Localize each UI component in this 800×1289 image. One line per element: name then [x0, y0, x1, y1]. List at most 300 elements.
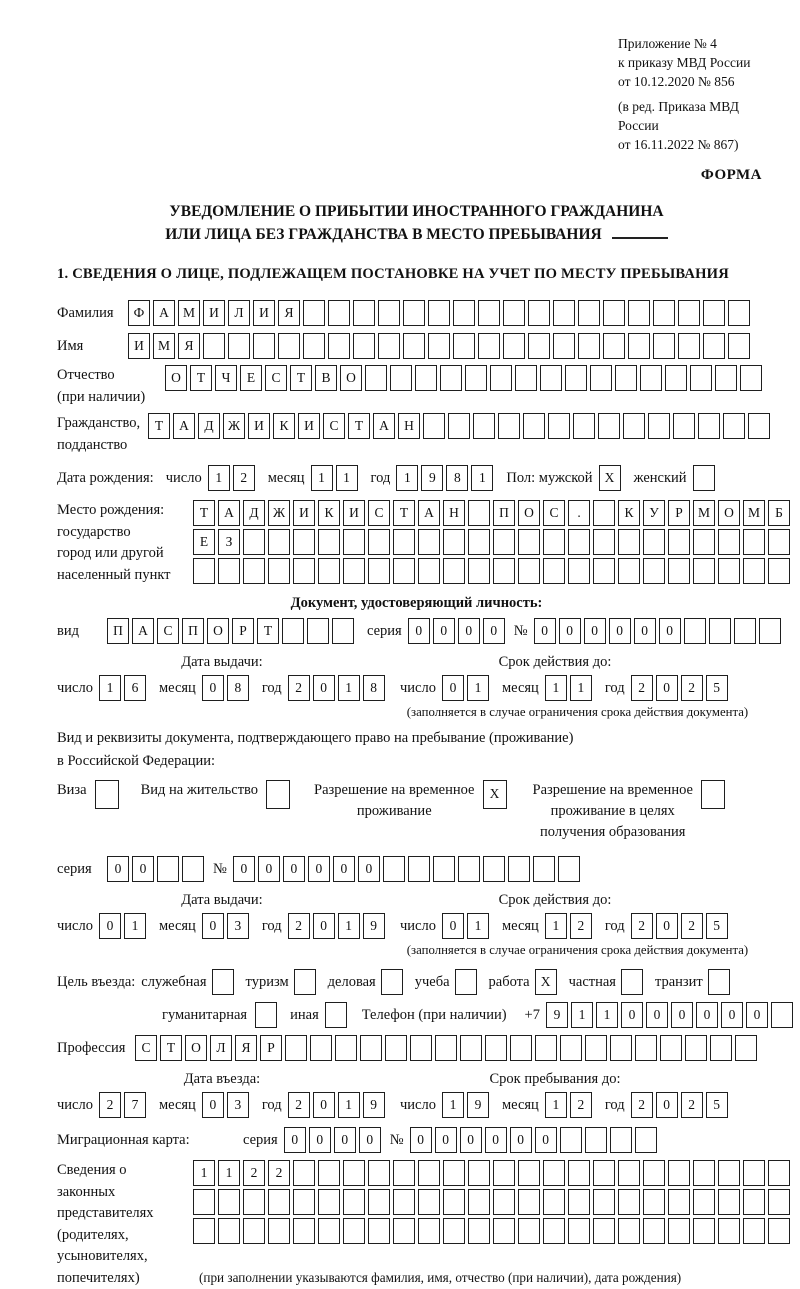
form-cell[interactable]: [635, 1035, 657, 1061]
form-cell[interactable]: [693, 1189, 715, 1215]
form-cell[interactable]: [393, 529, 415, 555]
form-cell[interactable]: [543, 1160, 565, 1186]
form-cell[interactable]: [325, 1002, 347, 1028]
form-cell[interactable]: 2: [233, 465, 255, 491]
form-cell[interactable]: [578, 333, 600, 359]
stay-until-year-cells[interactable]: [631, 1092, 731, 1118]
form-cell[interactable]: 0: [559, 618, 581, 644]
form-cell[interactable]: Я: [235, 1035, 257, 1061]
form-cell[interactable]: [759, 618, 781, 644]
form-cell[interactable]: А: [132, 618, 154, 644]
form-cell[interactable]: [685, 1035, 707, 1061]
form-cell[interactable]: [418, 558, 440, 584]
form-cell[interactable]: [709, 618, 731, 644]
form-cell[interactable]: [621, 969, 643, 995]
form-cell[interactable]: [282, 618, 304, 644]
form-cell[interactable]: И: [203, 300, 225, 326]
form-cell[interactable]: 1: [338, 675, 360, 701]
form-cell[interactable]: [453, 333, 475, 359]
form-cell[interactable]: X: [599, 465, 621, 491]
form-cell[interactable]: И: [343, 500, 365, 526]
form-cell[interactable]: 0: [313, 913, 335, 939]
form-cell[interactable]: [768, 529, 790, 555]
form-cell[interactable]: 1: [570, 675, 592, 701]
purpose-humanitarian-checkbox[interactable]: [255, 1002, 280, 1028]
form-cell[interactable]: [433, 856, 455, 882]
form-cell[interactable]: [593, 529, 615, 555]
form-cell[interactable]: [668, 1160, 690, 1186]
form-cell[interactable]: 0: [656, 1092, 678, 1118]
sex-female-checkbox[interactable]: [693, 465, 718, 491]
form-cell[interactable]: [653, 300, 675, 326]
form-cell[interactable]: [418, 529, 440, 555]
form-cell[interactable]: 0: [534, 618, 556, 644]
form-cell[interactable]: [468, 500, 490, 526]
form-cell[interactable]: [543, 558, 565, 584]
form-cell[interactable]: И: [253, 300, 275, 326]
form-cell[interactable]: [543, 1218, 565, 1244]
purpose-transit-checkbox[interactable]: [708, 969, 733, 995]
purpose-private-checkbox[interactable]: [621, 969, 646, 995]
form-cell[interactable]: [618, 1160, 640, 1186]
form-cell[interactable]: 0: [283, 856, 305, 882]
form-cell[interactable]: [468, 1189, 490, 1215]
form-cell[interactable]: [343, 1160, 365, 1186]
form-cell[interactable]: [668, 1189, 690, 1215]
form-cell[interactable]: 0: [671, 1002, 693, 1028]
form-cell[interactable]: У: [643, 500, 665, 526]
stay-issue-day-cells[interactable]: [99, 913, 149, 939]
form-cell[interactable]: С: [135, 1035, 157, 1061]
form-cell[interactable]: [212, 969, 234, 995]
form-cell[interactable]: 2: [631, 1092, 653, 1118]
form-cell[interactable]: 1: [467, 913, 489, 939]
form-cell[interactable]: [648, 413, 670, 439]
form-cell[interactable]: [718, 558, 740, 584]
form-cell[interactable]: 9: [363, 913, 385, 939]
form-cell[interactable]: [243, 558, 265, 584]
form-cell[interactable]: 1: [471, 465, 493, 491]
form-cell[interactable]: [478, 333, 500, 359]
form-cell[interactable]: Т: [160, 1035, 182, 1061]
form-cell[interactable]: А: [373, 413, 395, 439]
form-cell[interactable]: [95, 780, 119, 809]
form-cell[interactable]: [385, 1035, 407, 1061]
form-cell[interactable]: Ж: [268, 500, 290, 526]
form-cell[interactable]: [528, 300, 550, 326]
form-cell[interactable]: [285, 1035, 307, 1061]
purpose-work-checkbox[interactable]: [535, 969, 560, 995]
form-cell[interactable]: [618, 1189, 640, 1215]
form-cell[interactable]: 0: [359, 1127, 381, 1153]
form-cell[interactable]: 0: [460, 1127, 482, 1153]
form-cell[interactable]: [743, 1160, 765, 1186]
form-cell[interactable]: 0: [258, 856, 280, 882]
profession-cells[interactable]: [135, 1035, 760, 1061]
form-cell[interactable]: Р: [232, 618, 254, 644]
form-cell[interactable]: А: [153, 300, 175, 326]
form-cell[interactable]: [585, 1035, 607, 1061]
form-cell[interactable]: [693, 558, 715, 584]
form-cell[interactable]: [593, 1160, 615, 1186]
form-cell[interactable]: Т: [257, 618, 279, 644]
form-cell[interactable]: [493, 1189, 515, 1215]
form-cell[interactable]: [203, 333, 225, 359]
form-cell[interactable]: [465, 365, 487, 391]
form-cell[interactable]: [228, 333, 250, 359]
form-cell[interactable]: [343, 558, 365, 584]
form-cell[interactable]: О: [340, 365, 362, 391]
form-cell[interactable]: [473, 413, 495, 439]
form-cell[interactable]: [543, 529, 565, 555]
form-cell[interactable]: М: [153, 333, 175, 359]
stay-number-cells[interactable]: [233, 856, 583, 882]
form-cell[interactable]: Л: [228, 300, 250, 326]
form-cell[interactable]: 1: [336, 465, 358, 491]
form-cell[interactable]: 0: [202, 1092, 224, 1118]
form-cell[interactable]: [593, 500, 615, 526]
form-cell[interactable]: [693, 529, 715, 555]
form-cell[interactable]: [743, 558, 765, 584]
form-cell[interactable]: [718, 529, 740, 555]
form-cell[interactable]: 0: [334, 1127, 356, 1153]
form-cell[interactable]: 0: [535, 1127, 557, 1153]
form-cell[interactable]: [418, 1160, 440, 1186]
form-cell[interactable]: Е: [240, 365, 262, 391]
form-cell[interactable]: [548, 413, 570, 439]
form-cell[interactable]: [578, 300, 600, 326]
form-cell[interactable]: Л: [210, 1035, 232, 1061]
form-cell[interactable]: 0: [410, 1127, 432, 1153]
form-cell[interactable]: [533, 856, 555, 882]
form-cell[interactable]: [243, 1218, 265, 1244]
form-cell[interactable]: [535, 1035, 557, 1061]
form-cell[interactable]: 0: [313, 1092, 335, 1118]
form-cell[interactable]: 1: [311, 465, 333, 491]
form-cell[interactable]: Т: [290, 365, 312, 391]
id-issue-month-cells[interactable]: [202, 675, 252, 701]
form-cell[interactable]: Т: [190, 365, 212, 391]
form-cell[interactable]: 0: [485, 1127, 507, 1153]
form-cell[interactable]: А: [418, 500, 440, 526]
representatives-row1-cells[interactable]: [193, 1160, 793, 1186]
form-cell[interactable]: 2: [268, 1160, 290, 1186]
form-cell[interactable]: К: [273, 413, 295, 439]
form-cell[interactable]: [653, 333, 675, 359]
form-cell[interactable]: [360, 1035, 382, 1061]
form-cell[interactable]: [490, 365, 512, 391]
form-cell[interactable]: И: [128, 333, 150, 359]
form-cell[interactable]: [368, 1189, 390, 1215]
form-cell[interactable]: [418, 1189, 440, 1215]
form-cell[interactable]: [310, 1035, 332, 1061]
form-cell[interactable]: [468, 529, 490, 555]
form-cell[interactable]: [703, 300, 725, 326]
form-cell[interactable]: [603, 333, 625, 359]
form-cell[interactable]: Р: [668, 500, 690, 526]
form-cell[interactable]: [443, 558, 465, 584]
phone-cells[interactable]: [546, 1002, 796, 1028]
form-cell[interactable]: [568, 558, 590, 584]
form-cell[interactable]: 0: [510, 1127, 532, 1153]
birth-place-row1-cells[interactable]: [193, 500, 793, 526]
form-cell[interactable]: 1: [208, 465, 230, 491]
form-cell[interactable]: [365, 365, 387, 391]
form-cell[interactable]: [468, 558, 490, 584]
form-cell[interactable]: [423, 413, 445, 439]
form-cell[interactable]: [771, 1002, 793, 1028]
form-cell[interactable]: [408, 856, 430, 882]
form-cell[interactable]: [628, 300, 650, 326]
form-cell[interactable]: С: [368, 500, 390, 526]
form-cell[interactable]: 0: [408, 618, 430, 644]
form-cell[interactable]: 5: [706, 913, 728, 939]
form-cell[interactable]: 0: [696, 1002, 718, 1028]
form-cell[interactable]: [590, 365, 612, 391]
form-cell[interactable]: 0: [333, 856, 355, 882]
temp-residence-checkbox[interactable]: [483, 780, 507, 809]
form-cell[interactable]: 0: [202, 675, 224, 701]
birth-place-row2-cells[interactable]: [193, 529, 793, 555]
birth-place-row3-cells[interactable]: [193, 558, 793, 584]
form-cell[interactable]: Д: [198, 413, 220, 439]
form-cell[interactable]: Ч: [215, 365, 237, 391]
form-cell[interactable]: 0: [646, 1002, 668, 1028]
citizenship-cells[interactable]: [148, 413, 773, 439]
form-cell[interactable]: 9: [467, 1092, 489, 1118]
form-cell[interactable]: [518, 1189, 540, 1215]
form-cell[interactable]: Н: [443, 500, 465, 526]
form-cell[interactable]: 0: [584, 618, 606, 644]
form-cell[interactable]: [307, 618, 329, 644]
form-cell[interactable]: [503, 333, 525, 359]
form-cell[interactable]: Т: [393, 500, 415, 526]
form-cell[interactable]: [455, 969, 477, 995]
form-cell[interactable]: К: [618, 500, 640, 526]
form-cell[interactable]: 0: [721, 1002, 743, 1028]
form-cell[interactable]: Б: [768, 500, 790, 526]
id-issue-day-cells[interactable]: [99, 675, 149, 701]
form-cell[interactable]: [673, 413, 695, 439]
purpose-official-checkbox[interactable]: [212, 969, 237, 995]
form-cell[interactable]: 0: [107, 856, 129, 882]
form-cell[interactable]: [293, 1160, 315, 1186]
form-cell[interactable]: [268, 1218, 290, 1244]
form-cell[interactable]: [443, 1160, 465, 1186]
form-cell[interactable]: [493, 1218, 515, 1244]
form-cell[interactable]: [635, 1127, 657, 1153]
form-cell[interactable]: [293, 1218, 315, 1244]
form-cell[interactable]: 1: [124, 913, 146, 939]
form-cell[interactable]: [435, 1035, 457, 1061]
form-cell[interactable]: [598, 413, 620, 439]
form-cell[interactable]: [560, 1127, 582, 1153]
form-cell[interactable]: [768, 1160, 790, 1186]
form-cell[interactable]: П: [107, 618, 129, 644]
form-cell[interactable]: [418, 1218, 440, 1244]
form-cell[interactable]: [318, 529, 340, 555]
form-cell[interactable]: 8: [446, 465, 468, 491]
form-cell[interactable]: [718, 1160, 740, 1186]
form-cell[interactable]: [393, 1160, 415, 1186]
form-cell[interactable]: И: [293, 500, 315, 526]
entry-year-cells[interactable]: [288, 1092, 388, 1118]
form-cell[interactable]: [623, 413, 645, 439]
form-cell[interactable]: 0: [309, 1127, 331, 1153]
form-cell[interactable]: [518, 1160, 540, 1186]
form-cell[interactable]: И: [248, 413, 270, 439]
residence-permit-checkbox[interactable]: [266, 780, 290, 809]
form-cell[interactable]: 1: [467, 675, 489, 701]
form-cell[interactable]: О: [185, 1035, 207, 1061]
form-cell[interactable]: 2: [681, 675, 703, 701]
form-cell[interactable]: [640, 365, 662, 391]
form-cell[interactable]: 0: [442, 675, 464, 701]
form-cell[interactable]: [453, 300, 475, 326]
form-cell[interactable]: X: [483, 780, 507, 809]
form-cell[interactable]: 1: [99, 675, 121, 701]
form-cell[interactable]: 0: [609, 618, 631, 644]
sex-male-checkbox[interactable]: [599, 465, 624, 491]
form-cell[interactable]: Н: [398, 413, 420, 439]
id-valid-month-cells[interactable]: [545, 675, 595, 701]
form-cell[interactable]: [518, 1218, 540, 1244]
patronymic-cells[interactable]: [165, 365, 765, 391]
form-cell[interactable]: И: [298, 413, 320, 439]
id-issue-year-cells[interactable]: [288, 675, 388, 701]
form-cell[interactable]: [498, 413, 520, 439]
form-cell[interactable]: [443, 1189, 465, 1215]
form-cell[interactable]: [693, 1218, 715, 1244]
form-cell[interactable]: [715, 365, 737, 391]
form-cell[interactable]: [485, 1035, 507, 1061]
doc-type-cells[interactable]: [107, 618, 357, 644]
form-cell[interactable]: [303, 300, 325, 326]
purpose-business-checkbox[interactable]: [381, 969, 406, 995]
form-cell[interactable]: [528, 333, 550, 359]
form-cell[interactable]: [218, 1189, 240, 1215]
form-cell[interactable]: 0: [358, 856, 380, 882]
form-cell[interactable]: [518, 529, 540, 555]
form-cell[interactable]: В: [315, 365, 337, 391]
form-cell[interactable]: Ф: [128, 300, 150, 326]
form-cell[interactable]: 0: [656, 913, 678, 939]
form-cell[interactable]: 0: [313, 675, 335, 701]
migration-number-cells[interactable]: [410, 1127, 660, 1153]
birth-year-cells[interactable]: [396, 465, 496, 491]
stay-until-day-cells[interactable]: [442, 1092, 492, 1118]
entry-day-cells[interactable]: [99, 1092, 149, 1118]
form-cell[interactable]: М: [693, 500, 715, 526]
form-cell[interactable]: 1: [596, 1002, 618, 1028]
form-cell[interactable]: [415, 365, 437, 391]
form-cell[interactable]: [643, 1218, 665, 1244]
form-cell[interactable]: [353, 333, 375, 359]
form-cell[interactable]: [718, 1189, 740, 1215]
form-cell[interactable]: [643, 1189, 665, 1215]
form-cell[interactable]: [743, 1218, 765, 1244]
form-cell[interactable]: 0: [433, 618, 455, 644]
form-cell[interactable]: 9: [363, 1092, 385, 1118]
form-cell[interactable]: Т: [348, 413, 370, 439]
form-cell[interactable]: [493, 1160, 515, 1186]
form-cell[interactable]: [693, 1160, 715, 1186]
form-cell[interactable]: [568, 1160, 590, 1186]
form-cell[interactable]: 2: [243, 1160, 265, 1186]
form-cell[interactable]: [253, 333, 275, 359]
form-cell[interactable]: [723, 413, 745, 439]
form-cell[interactable]: Я: [178, 333, 200, 359]
form-cell[interactable]: 2: [288, 913, 310, 939]
form-cell[interactable]: 0: [746, 1002, 768, 1028]
form-cell[interactable]: [293, 558, 315, 584]
form-cell[interactable]: [390, 365, 412, 391]
form-cell[interactable]: [603, 300, 625, 326]
form-cell[interactable]: [515, 365, 537, 391]
form-cell[interactable]: [157, 856, 179, 882]
stay-valid-year-cells[interactable]: [631, 913, 731, 939]
form-cell[interactable]: [743, 1189, 765, 1215]
form-cell[interactable]: [293, 529, 315, 555]
form-cell[interactable]: [266, 780, 290, 809]
form-cell[interactable]: [193, 1189, 215, 1215]
purpose-other-checkbox[interactable]: [325, 1002, 350, 1028]
stay-until-month-cells[interactable]: [545, 1092, 595, 1118]
doc-number-cells[interactable]: [534, 618, 784, 644]
form-cell[interactable]: [460, 1035, 482, 1061]
form-cell[interactable]: [318, 1189, 340, 1215]
form-cell[interactable]: [708, 969, 730, 995]
form-cell[interactable]: 8: [363, 675, 385, 701]
form-cell[interactable]: 1: [218, 1160, 240, 1186]
form-cell[interactable]: [303, 333, 325, 359]
form-cell[interactable]: 1: [545, 675, 567, 701]
form-cell[interactable]: [678, 333, 700, 359]
form-cell[interactable]: [553, 333, 575, 359]
form-cell[interactable]: [728, 333, 750, 359]
form-cell[interactable]: [378, 300, 400, 326]
form-cell[interactable]: 2: [570, 1092, 592, 1118]
form-cell[interactable]: [568, 529, 590, 555]
form-cell[interactable]: [510, 1035, 532, 1061]
form-cell[interactable]: [568, 1189, 590, 1215]
stay-issue-year-cells[interactable]: [288, 913, 388, 939]
form-cell[interactable]: [368, 1160, 390, 1186]
form-cell[interactable]: О: [718, 500, 740, 526]
form-cell[interactable]: .: [568, 500, 590, 526]
form-cell[interactable]: [610, 1127, 632, 1153]
form-cell[interactable]: [560, 1035, 582, 1061]
form-cell[interactable]: [668, 529, 690, 555]
form-cell[interactable]: [618, 529, 640, 555]
form-cell[interactable]: 2: [99, 1092, 121, 1118]
form-cell[interactable]: [718, 1218, 740, 1244]
form-cell[interactable]: [743, 529, 765, 555]
form-cell[interactable]: [383, 856, 405, 882]
form-cell[interactable]: [710, 1035, 732, 1061]
form-cell[interactable]: [643, 529, 665, 555]
form-cell[interactable]: 0: [621, 1002, 643, 1028]
form-cell[interactable]: [565, 365, 587, 391]
form-cell[interactable]: [493, 558, 515, 584]
visa-checkbox[interactable]: [95, 780, 119, 809]
form-cell[interactable]: Ж: [223, 413, 245, 439]
form-cell[interactable]: [182, 856, 204, 882]
form-cell[interactable]: [553, 300, 575, 326]
form-cell[interactable]: [458, 856, 480, 882]
doc-series-cells[interactable]: [408, 618, 508, 644]
stay-series-cells[interactable]: [107, 856, 207, 882]
